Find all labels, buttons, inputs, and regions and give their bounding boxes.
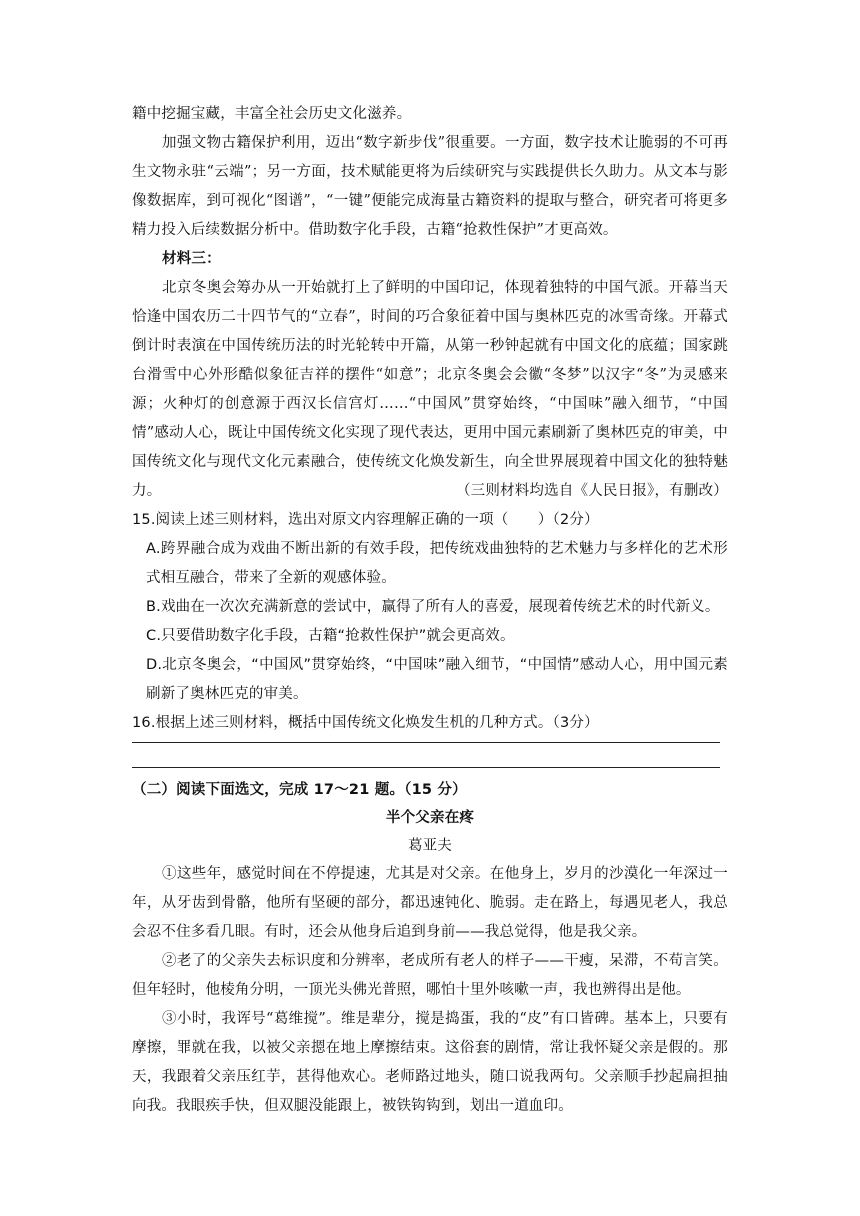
question-16: 16.根据上述三则材料，概括中国传统文化焕发生机的几种方式。（3分） [132, 715, 599, 731]
essay-author: 葛亚夫 [407, 838, 453, 854]
essay-paragraph-1: ①这些年，感觉时间在不停提速，尤其是对父亲。在他身上，岁月的沙漠化一年深过一年，从牙齿到骨骼，他所有坚硬的部分，都迅速钝化、脆弱。走在路上，每遇见老人，我总会忍不住多看几眼。有时，还会从他身后追到身前——我总觉得，他是我父亲。 [132, 866, 728, 940]
section-two-heading: （二）阅读下面选文，完成 17～21 题。（15 分） [132, 782, 467, 798]
question-15-option-d: D.北京冬奥会，“中国风”贯穿始终，“中国味”融入细节，“中国情”感动人心，用中国元素刷新了奥林匹克的审美。 [146, 657, 728, 702]
essay-title: 半个父亲在疼 [385, 810, 475, 826]
question-15-option-c: C.只要借助数字化手段，古籍“抢救性保护”就会更高效。 [146, 628, 515, 644]
answer-line-1[interactable] [132, 742, 720, 743]
question-15-option-b: B.戏曲在一次次充满新意的尝试中，赢得了所有人的喜爱，展现着传统艺术的时代新义。 [146, 599, 720, 615]
paragraph-winter-olympics: 北京冬奥会筹办从一开始就打上了鲜明的中国印记，体现着独特的中国气派。开幕当天恰逢中国农历二十四节气的“立春”，时间的巧合象征着中国与奥林匹克的冰雪奇缘。开幕式倒计时表演在中国传统历法的时光轮转中开篇，从第一秒钟起就有中国文化的底蕴；国家跳台滑雪中心外形酷似象征吉祥的摆件“如意”；北京冬奥会会徽“冬梦”以汉字“冬”为灵感来源；火种灯的创意源于西汉长信宫灯……“中国风”贯穿始终，“中国味”融入细节，“中国情”感动人心，既让中国传统文化实现了现代表达，更用中国元素刷新了奥林匹克的审美，中国传统文化与现代文化元素融合，使传统文化焕发新生，向全世界展现着中国文化的独特魅力。 [132, 280, 728, 499]
material-three-heading: 材料三： [162, 251, 221, 267]
essay-paragraph-2: ②老了的父亲失去标识度和分辨率，老成所有老人的样子——干瘦，呆滞，不苟言笑。但年轻时，他棱角分明，一顶光头佛光普照，哪怕十里外咳嗽一声，我也辨得出是他。 [132, 953, 728, 998]
paragraph-digital-protection: 加强文物古籍保护利用，迈出“数字新步伐”很重要。一方面，数字技术让脆弱的不可再生文物永驻“云端”；另一方面，技术赋能更将为后续研究与实践提供长久助力。从文本与影像数据库，到可视化“图谱”，“一键”便能完成海量古籍资料的提取与整合，研究者可将更多精力投入后续数据分析中。借助数字化手段，古籍“抢救性保护”才更高效。 [132, 135, 728, 238]
source-note: （三则材料均选自《人民日报》，有删改） [455, 483, 728, 499]
essay-paragraph-3: ③小时，我诨号“葛维搅”。维是辈分，搅是捣蛋，我的“皮”有口皆碑。基本上，只要有摩擦，罪就在我，以被父亲摁在地上摩擦结束。这俗套的剧情，常让我怀疑父亲是假的。那天，我跟着父亲压红芋，甚得他欢心。老师路过地头，随口说我两句。父亲顺手抄起扁担抽向我。我眼疾手快，但双腿没能跟上，被铁钩钩到，划出一道血印。 [132, 1011, 728, 1114]
paragraph-continuation: 籍中挖掘宝藏，丰富全社会历史文化滋养。 [132, 106, 412, 122]
question-15-option-a: A.跨界融合成为戏曲不断出新的有效手段，把传统戏曲独特的艺术魅力与多样化的艺术形式相互融合，带来了全新的观感体验。 [146, 541, 728, 586]
answer-line-2[interactable] [132, 767, 720, 768]
question-15: 15.阅读上述三则材料，选出对原文内容理解正确的一项（ ）（2分） [132, 512, 599, 528]
